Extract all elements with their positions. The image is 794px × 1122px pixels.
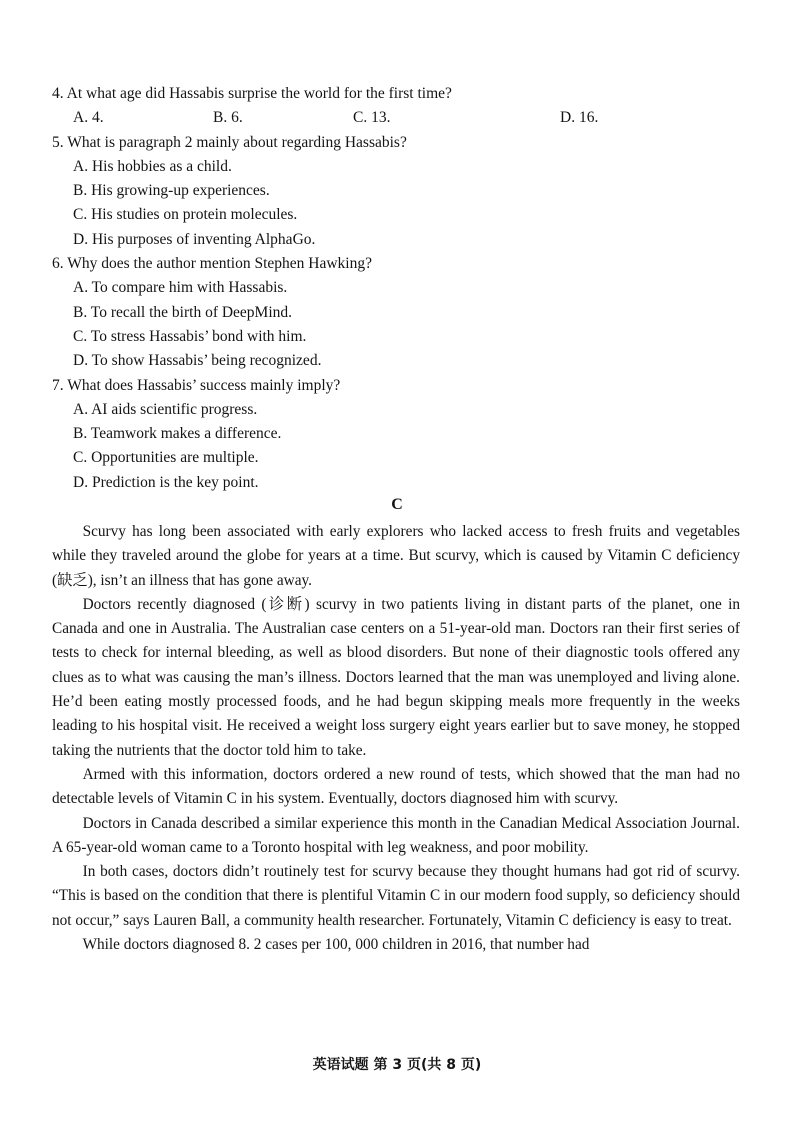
answer-options <box>52 155 752 252</box>
option-a: A. 4. <box>73 109 104 127</box>
answer-options <box>52 106 752 130</box>
page-footer: 英语试题 第 3 页(共 8 页) <box>312 1057 482 1073</box>
option-d: D. Prediction is the key point. <box>73 473 259 491</box>
passage-paragraph-5: In both cases, doctors didn’t routinely test for scurvy because they thought humans had got rid of scurvy. “This is based on the condition that there is plentiful Vitamin C in our modern food supply, so deficiency should not occur,” says Lauren Ball, a community health researcher. Fortunately, Vitamin C deficiency is easy to treat. <box>52 863 740 929</box>
question-list <box>52 82 752 495</box>
option-c: C. 13. <box>353 109 391 127</box>
passage-paragraph-6: While doctors diagnosed 8. 2 cases per 100, 000 children in 2016, that number had <box>82 936 590 954</box>
option-b: B. To recall the birth of DeepMind. <box>73 303 293 321</box>
question-stem: 5. What is paragraph 2 mainly about regarding Hassabis? <box>52 133 407 151</box>
option-d: D. 16. <box>560 109 599 127</box>
passage-paragraph-1: Scurvy has long been associated with early explorers who lacked access to fresh fruits and vegetables while they traveled around the globe for years at a time. But scurvy, which is caused by Vitamin C deficiency (缺乏), isn’t an illness that has gone away. <box>52 523 740 589</box>
option-b: B. His growing-up experiences. <box>73 182 270 200</box>
option-a: A. His hobbies as a child. <box>73 157 232 175</box>
section-heading: C <box>391 496 403 513</box>
question-stem: 4. At what age did Hassabis surprise the world for the first time? <box>52 85 452 102</box>
question-6 <box>52 252 752 373</box>
option-b: B. Teamwork makes a difference. <box>73 425 282 443</box>
passage-paragraph-3: Armed with this information, doctors ordered a new round of tests, which showed that the man had no detectable levels of Vitamin C in his system. Eventually, doctors diagnosed him with scurvy. <box>52 765 740 808</box>
question-stem: 6. Why does the author mention Stephen Hawking? <box>52 255 372 273</box>
question-stem: 7. What does Hassabis’ success mainly imply? <box>52 376 341 394</box>
answer-options <box>52 276 752 373</box>
option-b: B. 6. <box>213 109 243 127</box>
option-a: A. AI aids scientific progress. <box>73 400 258 418</box>
passage-paragraph-2: Doctors recently diagnosed (诊断) scurvy in two patients living in distant parts of the planet, one in Canada and one in Australia. The Australian case centers on a 51-year-old man. Doctors ran their first series of tests to check for internal bleeding, as well as blood disorders. But none of their diagnostic tools offered any clues as to what was causing the man’s illness. Doctors learned that the man was unemployed and living alone. He’d been eating mostly processed foods, and he had begun skipping meals more frequently in the weeks leading to his hospital visit. He received a weight loss surgery eight years earlier but to save money, he stopped taking the nutrients that the doctor told him to take. <box>52 595 740 759</box>
question-4 <box>52 82 752 131</box>
option-c: C. Opportunities are multiple. <box>73 449 259 467</box>
question-5 <box>52 131 752 252</box>
option-d: D. His purposes of inventing AlphaGo. <box>73 230 316 248</box>
answer-options <box>52 398 752 495</box>
option-c: C. To stress Hassabis’ bond with him. <box>73 327 307 345</box>
option-a: A. To compare him with Hassabis. <box>73 279 288 297</box>
question-7 <box>52 374 752 495</box>
reading-passage <box>52 520 740 957</box>
option-d: D. To show Hassabis’ being recognized. <box>73 352 322 370</box>
passage-paragraph-4: Doctors in Canada described a similar experience this month in the Canadian Medical Association Journal. A 65-year-old woman came to a Toronto hospital with leg weakness, and poor mobility. <box>52 814 740 856</box>
option-c: C. His studies on protein molecules. <box>73 206 298 224</box>
